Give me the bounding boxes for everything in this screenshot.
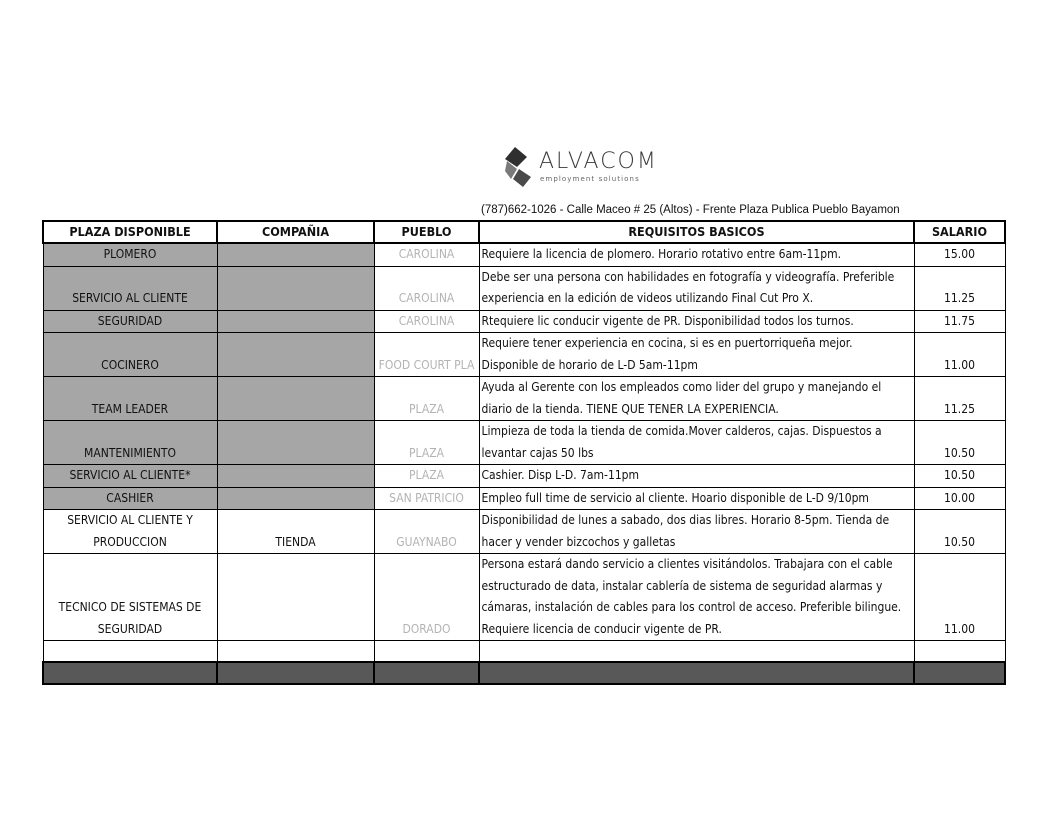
cell-plaza: SERVICIO AL CLIENTE* xyxy=(43,465,217,488)
empty-cell xyxy=(217,641,374,663)
table-row-empty xyxy=(43,641,1005,663)
cell-requisitos: Persona estará dando servicio a clientes visitándolos. Trabajara con el cable estructurado de data, instalar cablería de sistema de seguridad alarmas y cámaras, instalación de cables para los control de acceso. Preferible bilingue. Requiere licencia de conducir vigente de PR. xyxy=(479,554,914,641)
footer-cell xyxy=(217,662,374,684)
table-header-row xyxy=(43,221,1005,243)
cell-plaza: TEAM LEADER xyxy=(43,377,217,421)
cell-pueblo: GUAYNABO xyxy=(374,510,479,554)
cell-pueblo: CAROLINA xyxy=(374,243,479,266)
cell-compania xyxy=(217,421,374,465)
cell-salario: 11.25 xyxy=(914,266,1005,310)
cell-salario: 11.00 xyxy=(914,333,1005,377)
cell-requisitos: Requiere la licencia de plomero. Horario rotativo entre 6am-11pm. xyxy=(479,243,914,266)
table-footer-row xyxy=(43,662,1005,684)
empty-cell xyxy=(479,641,914,663)
cell-salario: 10.00 xyxy=(914,487,1005,510)
cell-pueblo: DORADO xyxy=(374,554,479,641)
cell-plaza: SEGURIDAD xyxy=(43,310,217,333)
cell-requisitos: Ayuda al Gerente con los empleados como lider del grupo y manejando el diario de la tienda. TIENE QUE TENER LA EXPERIENCIA. xyxy=(479,377,914,421)
logo-mark-icon xyxy=(503,145,533,187)
cell-pueblo: PLAZA xyxy=(374,377,479,421)
cell-requisitos: Limpieza de toda la tienda de comida.Mover calderos, cajas. Dispuestos a levantar cajas 50 lbs xyxy=(479,421,914,465)
cell-requisitos: Debe ser una persona con habilidades en fotografía y videografía. Preferible experiencia en la edición de videos utilizando Final Cut Pro X. xyxy=(479,266,914,310)
column-header-compania: COMPAÑIA xyxy=(217,221,374,243)
cell-salario: 11.75 xyxy=(914,310,1005,333)
cell-pueblo: FOOD COURT PLA xyxy=(374,333,479,377)
table-row xyxy=(43,266,1005,310)
empty-cell xyxy=(914,641,1005,663)
cell-requisitos: Cashier. Disp L-D. 7am-11pm xyxy=(479,465,914,488)
alvacom-logo xyxy=(503,143,663,189)
cell-requisitos: Rtequiere lic conducir vigente de PR. Disponibilidad todos los turnos. xyxy=(479,310,914,333)
table-row xyxy=(43,487,1005,510)
cell-requisitos: Disponibilidad de lunes a sabado, dos dias libres. Horario 8-5pm. Tienda de hacer y vender bizcochos y galletas xyxy=(479,510,914,554)
footer-cell xyxy=(374,662,479,684)
cell-salario: 11.00 xyxy=(914,554,1005,641)
cell-salario: 10.50 xyxy=(914,510,1005,554)
cell-compania xyxy=(217,310,374,333)
cell-plaza: TECNICO DE SISTEMAS DE SEGURIDAD xyxy=(43,554,217,641)
cell-plaza: SERVICIO AL CLIENTE xyxy=(43,266,217,310)
footer-cell xyxy=(914,662,1005,684)
table-row xyxy=(43,310,1005,333)
cell-pueblo: PLAZA xyxy=(374,465,479,488)
cell-salario: 10.50 xyxy=(914,421,1005,465)
cell-salario: 15.00 xyxy=(914,243,1005,266)
cell-salario: 11.25 xyxy=(914,377,1005,421)
cell-plaza: MANTENIMIENTO xyxy=(43,421,217,465)
cell-plaza: PLOMERO xyxy=(43,243,217,266)
footer-cell xyxy=(43,662,217,684)
cell-compania xyxy=(217,554,374,641)
table-row xyxy=(43,333,1005,377)
cell-pueblo: CAROLINA xyxy=(374,310,479,333)
cell-pueblo: CAROLINA xyxy=(374,266,479,310)
cell-compania xyxy=(217,266,374,310)
empty-cell xyxy=(374,641,479,663)
cell-pueblo: SAN PATRICIO xyxy=(374,487,479,510)
table-row xyxy=(43,377,1005,421)
column-header-plaza: PLAZA DISPONIBLE xyxy=(43,221,217,243)
table-row xyxy=(43,465,1005,488)
empty-cell xyxy=(43,641,217,663)
cell-plaza: COCINERO xyxy=(43,333,217,377)
cell-compania xyxy=(217,377,374,421)
table-row xyxy=(43,510,1005,554)
column-header-pueblo: PUEBLO xyxy=(374,221,479,243)
cell-compania xyxy=(217,487,374,510)
cell-compania xyxy=(217,243,374,266)
footer-cell xyxy=(479,662,914,684)
table-row xyxy=(43,421,1005,465)
logo-name: ALVACOM xyxy=(539,149,658,174)
company-address: (787)662-1026 - Calle Maceo # 25 (Altos) - Frente Plaza Publica Pueblo Bayamon xyxy=(481,204,900,216)
cell-pueblo: PLAZA xyxy=(374,421,479,465)
logo-tagline: employment solutions xyxy=(540,175,640,183)
job-listings-table xyxy=(42,220,1006,685)
cell-requisitos: Requiere tener experiencia en cocina, si es en puertorriqueña mejor. Disponible de horario de L-D 5am-11pm xyxy=(479,333,914,377)
column-header-salario: SALARIO xyxy=(914,221,1005,243)
cell-compania: TIENDA xyxy=(217,510,374,554)
table-row xyxy=(43,554,1005,641)
cell-compania xyxy=(217,333,374,377)
table-row xyxy=(43,243,1005,266)
column-header-requisitos: REQUISITOS BASICOS xyxy=(479,221,914,243)
cell-plaza: CASHIER xyxy=(43,487,217,510)
cell-plaza: SERVICIO AL CLIENTE Y PRODUCCION xyxy=(43,510,217,554)
cell-salario: 10.50 xyxy=(914,465,1005,488)
cell-compania xyxy=(217,465,374,488)
cell-requisitos: Empleo full time de servicio al cliente. Hoario disponible de L-D 9/10pm xyxy=(479,487,914,510)
